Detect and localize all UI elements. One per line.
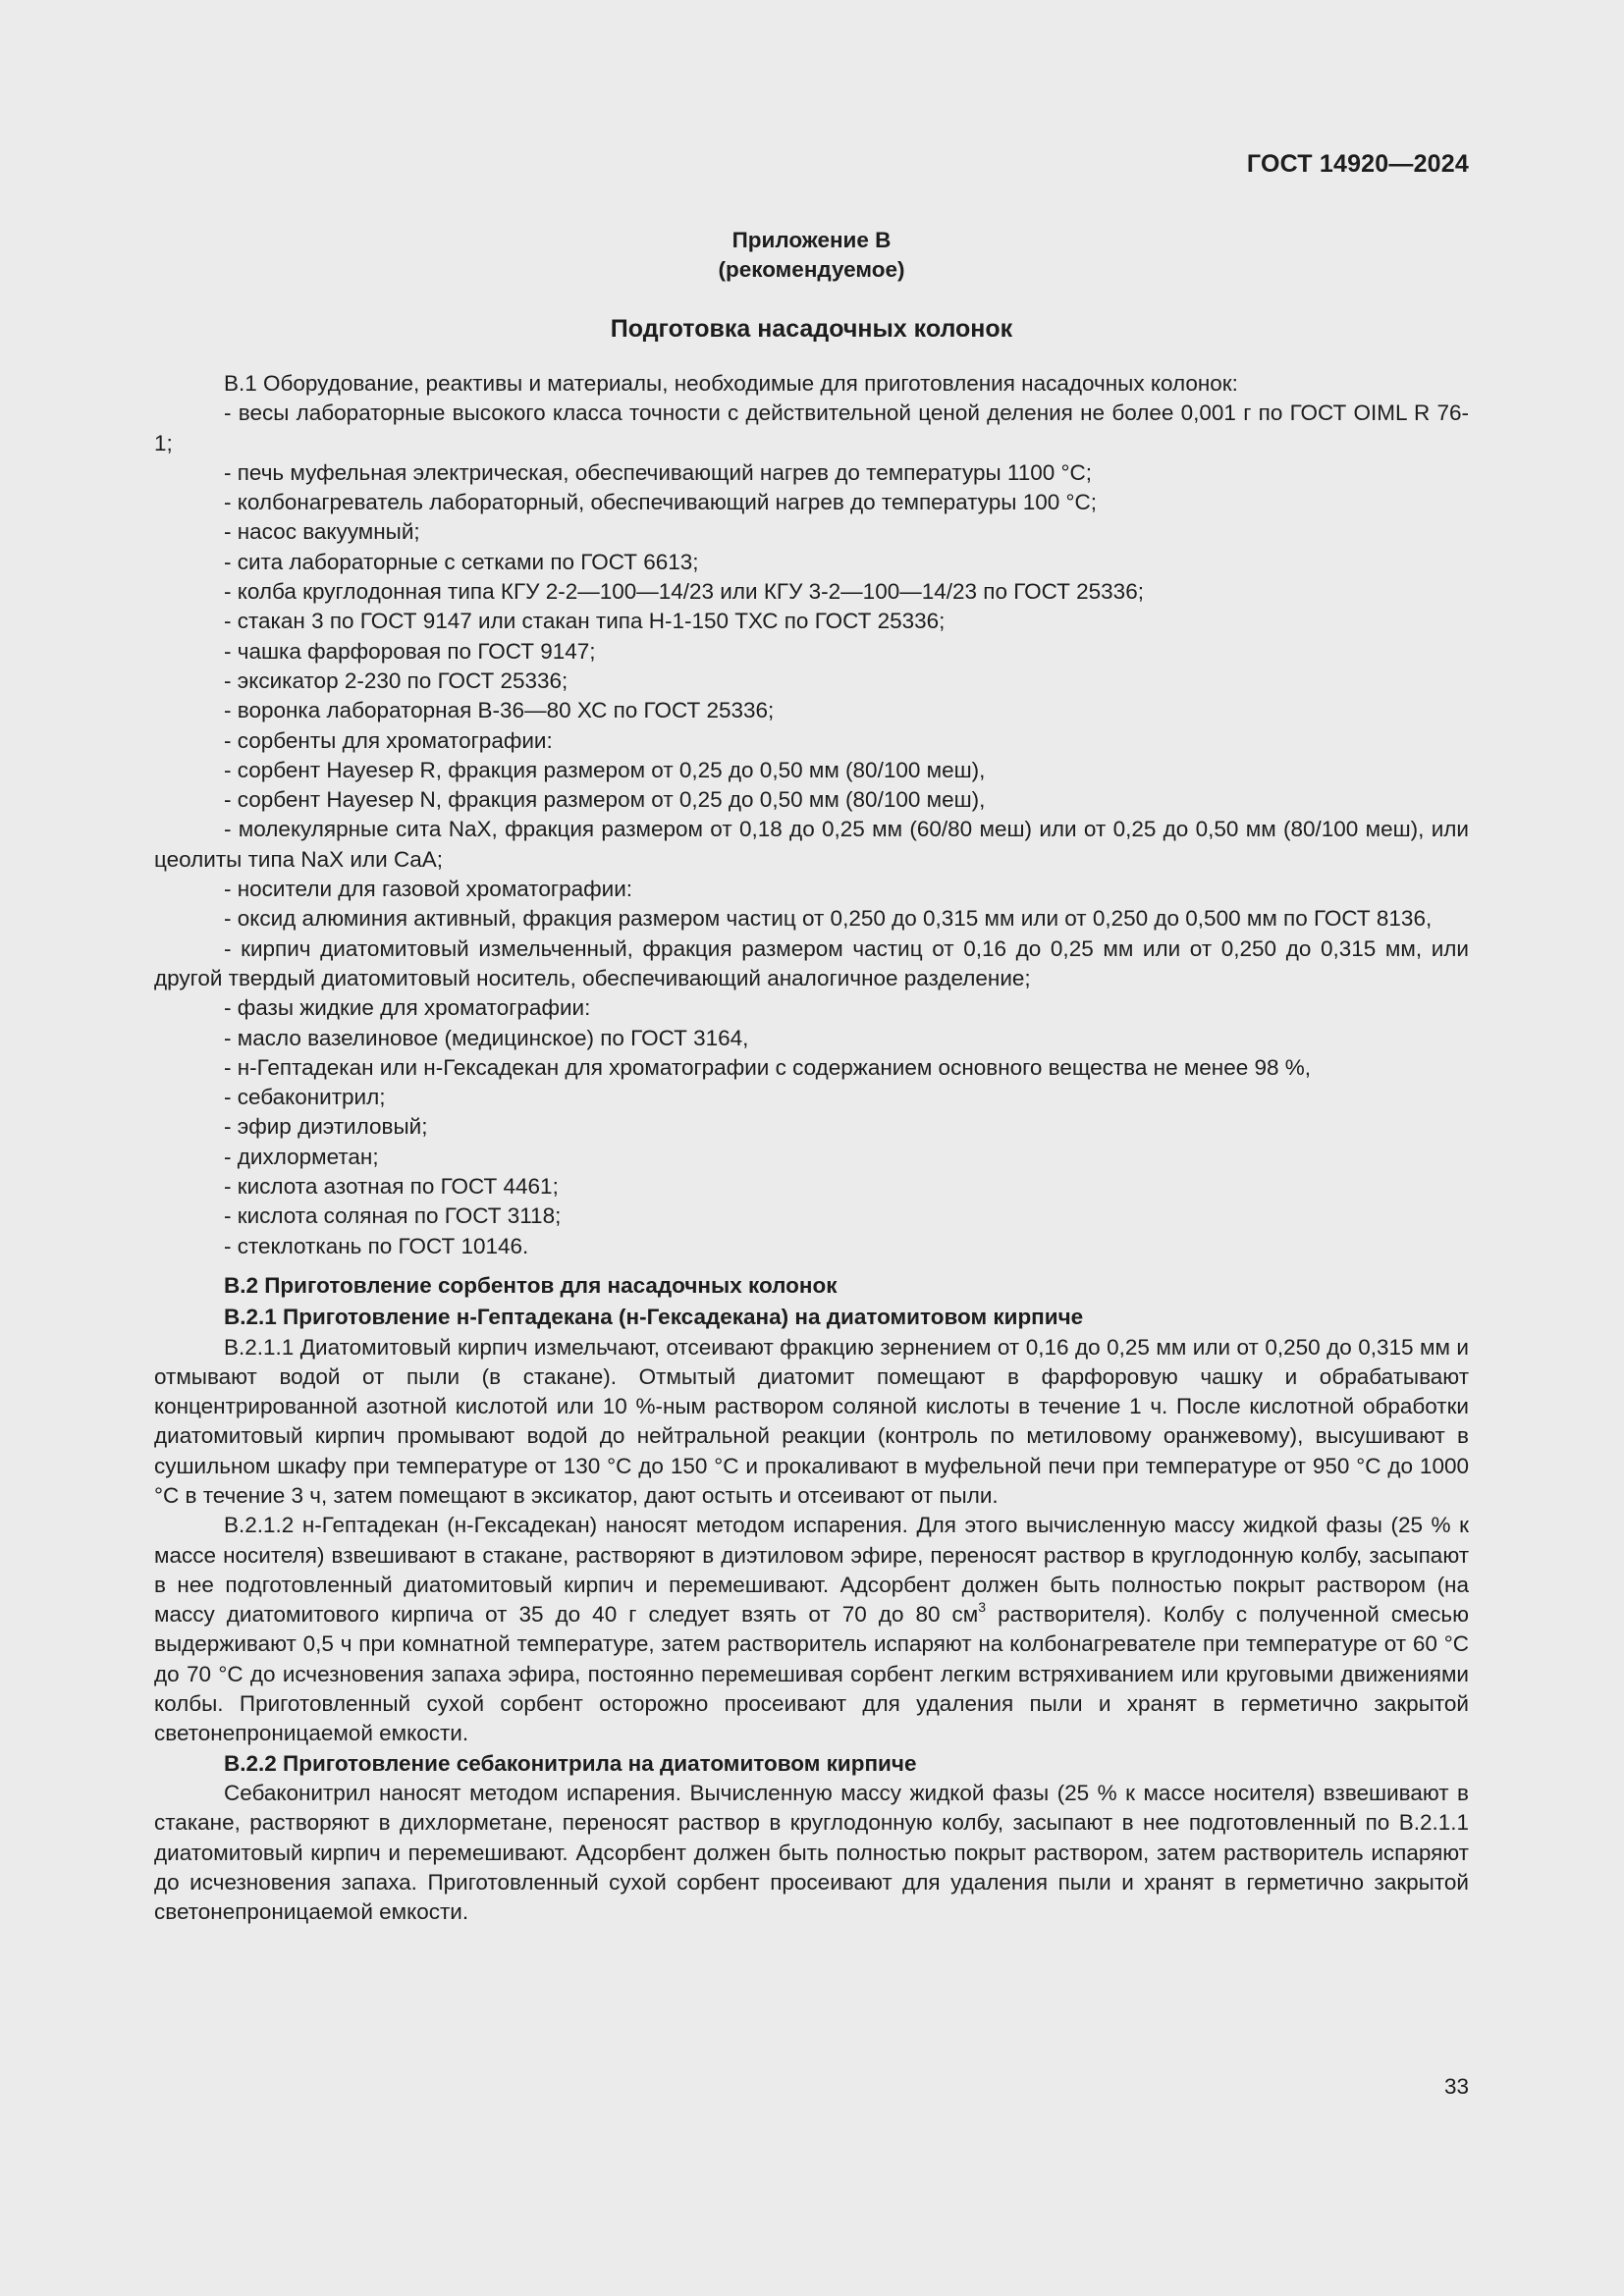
list-item: - эфир диэтиловый; bbox=[224, 1114, 428, 1140]
document-code: ГОСТ 14920—2024 bbox=[1246, 150, 1469, 178]
list-item: - чашка фарфоровая по ГОСТ 9147; bbox=[224, 638, 596, 664]
list-item: - молекулярные сита NaX, фракция размером от 0,18 до 0,25 мм (60/80 меш) или от 0,25 до 0,50 мм (80/100 меш), или цеолиты типа NaX или CaA; bbox=[154, 817, 1469, 872]
section-b21-heading: В.2.1 Приготовление н-Гептадекана (н-Гексадекана) на диатомитовом кирпиче bbox=[224, 1305, 1084, 1330]
list-item: - себаконитрил; bbox=[224, 1085, 386, 1110]
list-item: - масло вазелиновое (медицинское) по ГОСТ 3164, bbox=[224, 1025, 749, 1050]
list-item: - кислота азотная по ГОСТ 4461; bbox=[224, 1174, 559, 1200]
list-item: - сорбент Hayesep N, фракция размером от 0,25 до 0,50 мм (80/100 меш), bbox=[224, 787, 986, 813]
paragraph-b211: В.2.1.1 Диатомитовый кирпич измельчают, отсеивают фракцию зернением от 0,16 до 0,25 мм или от 0,250 до 0,315 мм и отмывают водой от пыли (в стакане). Отмытый диатомит помещают в фарфоровую чашку и обрабатывают концентрированной азотной кислотой или 10 %-ным раствором соляной кислоты в течение 1 ч. После кислотной обработки диатомитовый кирпич промывают водой до нейтральной реакции (контроль по метиловому оранжевому), высушивают в сушильном шкафу при температуре от 130 °С до 150 °С и прокаливают в муфельной печи при температуре от 950 °С до 1000 °С в течение 3 ч, затем помещают в эксикатор, дают остыть и отсеивают от пыли. bbox=[154, 1334, 1469, 1508]
list-item: - печь муфельная электрическая, обеспечивающий нагрев до температуры 1100 °С; bbox=[224, 459, 1093, 485]
paragraph-b212 bbox=[154, 1511, 1469, 1748]
list-item: - стакан 3 по ГОСТ 9147 или стакан типа Н-1-150 ТХС по ГОСТ 25336; bbox=[224, 609, 946, 634]
equipment-list bbox=[154, 399, 1469, 1261]
paragraph-b22: Себаконитрил наносят методом испарения. Вычисленную массу жидкой фазы (25 % к массе носителя) взвешивают в стакане, растворяют в дихлорметане, переносят раствор в круглодонную колбу, засыпают в нее подготовленный по В.2.1.1 диатомитовый кирпич и перемешивают. Адсорбент должен быть полностью покрыт раствором, затем растворитель испаряют до исчезновения запаха. Приготовленный сухой сорбент просеивают для удаления пыли и хранят в герметично закрытой светонепроницаемой емкости. bbox=[154, 1780, 1469, 1925]
appendix-title: Приложение В bbox=[731, 228, 892, 252]
paragraph-b212-text-2: растворителя). Колбу с полученной смесью выдерживают 0,5 ч при комнатной температуре, затем растворитель испаряют на колбонагревателе при температуре от 60 °С до 70 °С до исчезновения запаха эфира, постоянно перемешивая сорбент легким встряхиванием или круговыми движениями колбы. Приготовленный сухой сорбент осторожно просеивают для удаления пыли и хранят в герметично закрытой светонепроницаемой емкости. bbox=[154, 1602, 1469, 1746]
list-item: - сорбенты для хроматографии: bbox=[224, 727, 553, 753]
section-b2-heading: В.2 Приготовление сорбентов для насадочных колонок bbox=[224, 1272, 838, 1298]
page-number: 33 bbox=[1443, 2074, 1469, 2099]
superscript: 3 bbox=[978, 1598, 987, 1615]
list-item: - сорбент Hayesep R, фракция размером от 0,25 до 0,50 мм (80/100 меш), bbox=[224, 757, 986, 782]
list-item: - кирпич диатомитовый измельченный, фракция размером частиц от 0,16 до 0,25 мм или от 0,250 до 0,315 мм, или другой твердый диатомитовый носитель, обеспечивающий аналогичное разделение; bbox=[154, 935, 1469, 990]
list-item: - стеклоткань по ГОСТ 10146. bbox=[224, 1233, 529, 1258]
page-content bbox=[154, 226, 1469, 1927]
list-item: - воронка лабораторная В-36—80 ХС по ГОСТ 25336; bbox=[224, 698, 775, 723]
appendix-heading: Подготовка насадочных колонок bbox=[610, 315, 1013, 343]
list-item: - носители для газовой хроматографии: bbox=[224, 877, 633, 902]
list-item: - кислота соляная по ГОСТ 3118; bbox=[224, 1203, 562, 1229]
list-item: - оксид алюминия активный, фракция размером частиц от 0,250 до 0,315 мм или от 0,250 до 0,500 мм по ГОСТ 8136, bbox=[224, 906, 1433, 932]
list-item: - колба круглодонная типа КГУ 2-2—100—14/23 или КГУ 3-2—100—14/23 по ГОСТ 25336; bbox=[224, 579, 1144, 605]
section-b1-intro: В.1 Оборудование, реактивы и материалы, необходимые для приготовления насадочных колонок: bbox=[224, 371, 1238, 396]
list-item: - весы лабораторные высокого класса точности с действительной ценой деления не более 0,001 г по ГОСТ OIML R 76-1; bbox=[154, 400, 1469, 455]
list-item: - фазы жидкие для хроматографии: bbox=[224, 995, 591, 1021]
list-item: - эксикатор 2-230 по ГОСТ 25336; bbox=[224, 667, 568, 693]
paragraph-b212-text-1: В.2.1.2 н-Гептадекан (н-Гексадекан) наносят методом испарения. Для этого вычисленную массу жидкой фазы (25 % к массе носителя) взвешивают в стакане, растворяют в диэтиловом эфире, переносят раствор в круглодонную колбу, засыпают в нее подготовленный диатомитовый кирпич и перемешивают. Адсорбент должен быть полностью покрыт раствором (на массу диатомитового кирпича от 35 до 40 г следует взять от 70 до 80 см bbox=[154, 1513, 1469, 1628]
appendix-subtitle: (рекомендуемое) bbox=[718, 257, 905, 282]
list-item: - дихлорметан; bbox=[224, 1144, 379, 1169]
list-item: - насос вакуумный; bbox=[224, 519, 420, 545]
section-b22-heading: В.2.2 Приготовление себаконитрила на диатомитовом кирпиче bbox=[224, 1750, 917, 1776]
list-item: - сита лабораторные с сетками по ГОСТ 6613; bbox=[224, 549, 699, 574]
list-item: - колбонагреватель лабораторный, обеспечивающий нагрев до температуры 100 °С; bbox=[224, 490, 1097, 515]
list-item: - н-Гептадекан или н-Гексадекан для хроматографии с содержанием основного вещества не менее 98 %, bbox=[224, 1054, 1312, 1080]
